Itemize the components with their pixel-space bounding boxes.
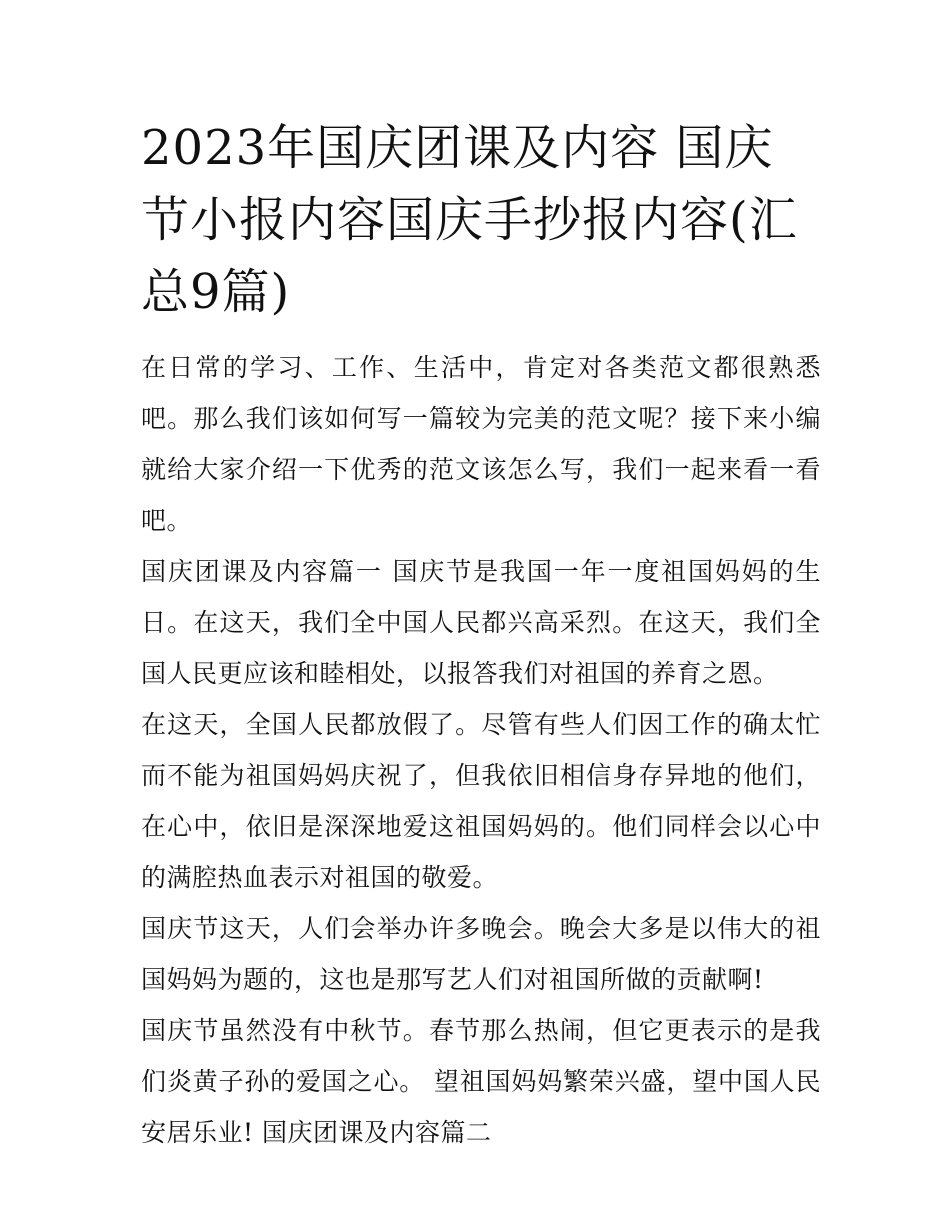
body-paragraph-2: 国庆团课及内容篇一 国庆节是我国一年一度祖国妈妈的生日。在这天，我们全中国人民都兴高采烈。在这天，我们全国人民更应该和睦相处，以报答我们对祖国的养育之恩。 xyxy=(141,557,821,688)
body-paragraph-3: 在这天，全国人民都放假了。尽管有些人们因工作的确太忙而不能为祖国妈妈庆祝了，但我依旧相信身存异地的他们，在心中，依旧是深深地爱这祖国妈妈的。他们同样会以心中的满腔热血表示对祖国的敬爱。 xyxy=(141,710,821,892)
body-paragraph-5: 国庆节虽然没有中秋节。春节那么热闹，但它更表示的是我们炎黄子孙的爱国之心。 望祖国妈妈繁荣兴盛，望中国人民安居乐业! 国庆团课及内容篇二 xyxy=(141,1016,821,1147)
body-paragraph-1: 在日常的学习、工作、生活中，肯定对各类范文都很熟悉吧。那么我们该如何写一篇较为完美的范文呢？接下来小编就给大家介绍一下优秀的范文该怎么写，我们一起来看一看吧。 xyxy=(141,353,821,535)
body-paragraph-4: 国庆节这天，人们会举办许多晚会。晚会大多是以伟大的祖国妈妈为题的，这也是那写艺人们对祖国所做的贡献啊! xyxy=(141,914,821,994)
document-body xyxy=(141,342,821,1158)
document-title: 2023年国庆团课及内容 国庆节小报内容国庆手抄报内容(汇总9篇) xyxy=(141,120,798,320)
document-page xyxy=(141,112,821,1158)
